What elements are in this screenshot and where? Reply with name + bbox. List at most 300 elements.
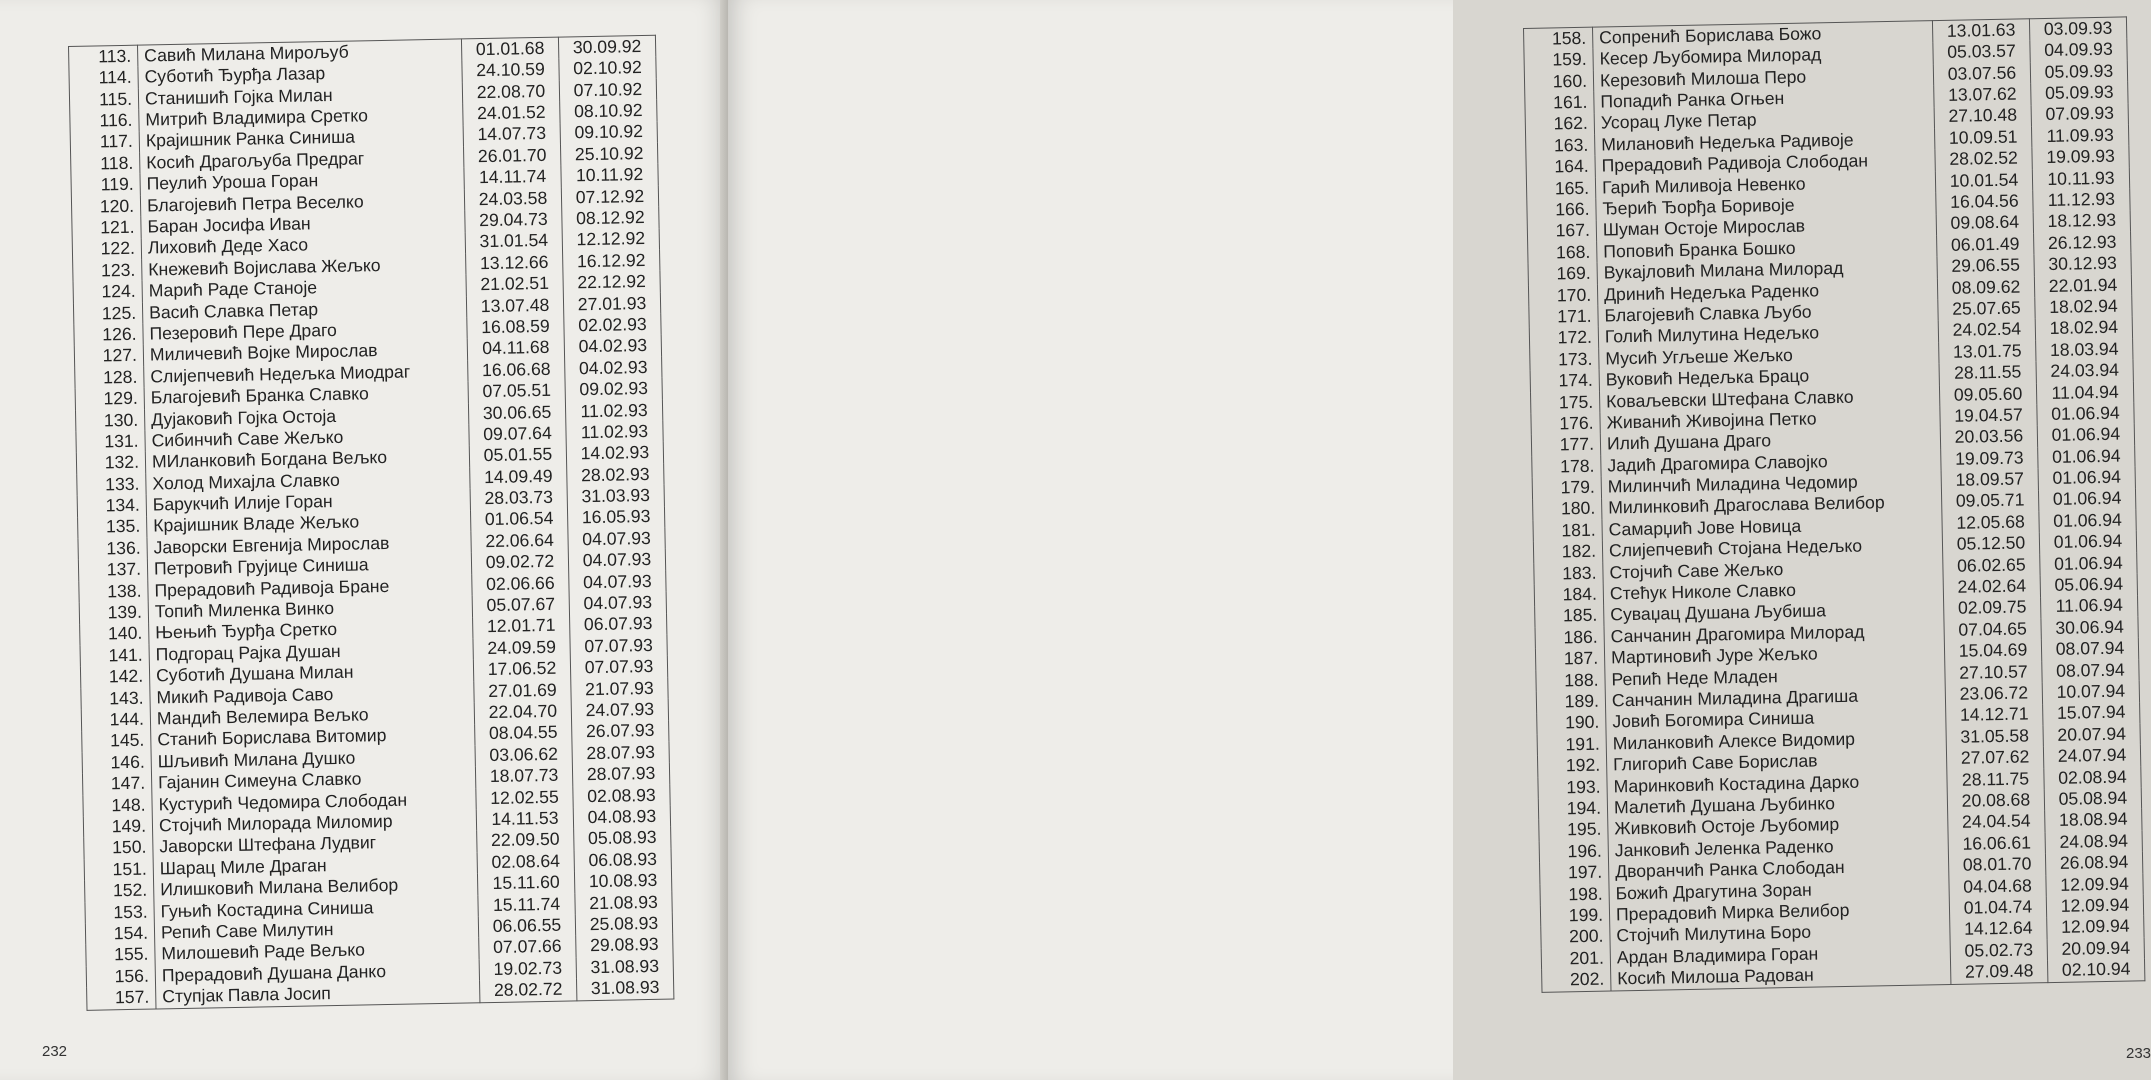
entry-number: 154. [85, 923, 154, 946]
death-date: 30.09.92 [558, 35, 655, 59]
entry-number: 188. [1536, 669, 1605, 692]
birth-date: 24.09.59 [473, 636, 570, 659]
entry-number: 158. [1524, 27, 1593, 50]
birth-date: 06.06.55 [478, 914, 575, 937]
birth-date: 18.09.57 [1941, 468, 2038, 491]
person-name: Вукајловић Милана Милорад [1597, 256, 1937, 284]
death-date: 18.03.94 [2036, 338, 2133, 361]
person-name: Шуман Остоје Мирослав [1596, 214, 1936, 242]
entry-number: 147. [82, 773, 151, 796]
person-name: Пеулић Уроша Горан [140, 168, 464, 196]
person-name: Шарац Миле Драган [153, 852, 477, 880]
entry-number: 159. [1524, 49, 1593, 72]
person-name: Косић Милоша Радован [1611, 962, 1951, 990]
birth-date: 24.02.54 [1938, 319, 2035, 342]
death-date: 04.07.93 [569, 592, 666, 615]
entry-number: 174. [1530, 370, 1599, 393]
death-date: 01.06.94 [2038, 488, 2135, 511]
birth-date: 15.11.74 [478, 893, 575, 916]
birth-date: 27.01.69 [474, 679, 571, 702]
person-name: МИланковић Богдана Вељко [145, 446, 469, 474]
left-page [0, 0, 726, 1080]
person-name: Кустурић Чедомира Слободан [152, 788, 476, 816]
death-date: 22.12.92 [563, 271, 660, 294]
birth-date: 18.07.73 [475, 765, 572, 788]
entry-number: 185. [1535, 605, 1604, 628]
person-name: Керезовић Милоша Перо [1593, 64, 1933, 92]
birth-date: 01.04.74 [1949, 896, 2046, 919]
person-name: Живковић Остоје Љубомир [1608, 812, 1948, 840]
person-name: Васић Славка Петар [142, 296, 466, 324]
death-date: 24.07.94 [2043, 745, 2140, 768]
entry-number: 161. [1525, 92, 1594, 115]
birth-date: 15.04.69 [1944, 639, 2041, 662]
entry-number: 184. [1534, 584, 1603, 607]
death-date: 11.02.93 [565, 399, 662, 422]
birth-date: 24.10.59 [462, 59, 559, 82]
entry-number: 125. [73, 302, 142, 325]
person-name: Јадић Драгомира Славојко [1601, 449, 1941, 477]
death-date: 08.12.92 [562, 207, 659, 230]
death-date: 19.09.93 [2032, 146, 2129, 169]
death-date: 07.12.92 [561, 185, 658, 208]
entry-number: 151. [84, 858, 153, 881]
death-date: 07.10.92 [559, 78, 656, 101]
person-name: Пезеровић Пере Драго [143, 317, 467, 345]
death-date: 01.06.94 [2037, 424, 2134, 447]
death-date: 10.11.93 [2032, 167, 2129, 190]
entry-number: 176. [1531, 413, 1600, 436]
death-date: 25.08.93 [575, 913, 672, 936]
entry-number: 124. [73, 281, 142, 304]
death-date: 04.07.93 [568, 549, 665, 572]
person-name: Маринковић Костадина Дарко [1607, 770, 1947, 798]
birth-date: 20.03.56 [1940, 426, 2037, 449]
person-name: Мусић Угљеше Жељко [1599, 342, 1939, 370]
person-name: Репић Неде Младен [1605, 663, 1945, 691]
entry-number: 181. [1533, 520, 1602, 543]
person-name: Петровић Грујице Синиша [147, 553, 471, 581]
death-date: 05.08.93 [574, 827, 671, 850]
entry-number: 114. [69, 67, 138, 90]
person-name: Илић Душана Драго [1600, 427, 1940, 455]
birth-date: 22.09.50 [477, 829, 574, 852]
entry-number: 202. [1542, 969, 1611, 992]
entry-number: 140. [80, 623, 149, 646]
person-name: Дворанчић Ранка Слободан [1609, 855, 1949, 883]
entry-number: 177. [1531, 434, 1600, 457]
person-name: Марић Раде Станоје [142, 275, 466, 303]
death-date: 02.02.93 [564, 314, 661, 337]
death-date: 08.10.92 [560, 100, 657, 123]
death-date: 12.09.94 [2046, 873, 2143, 896]
person-name: Милановић Недељка Радивоје [1595, 128, 1935, 156]
person-name: Сибинчић Саве Жељко [145, 424, 469, 452]
entry-number: 162. [1525, 113, 1594, 136]
entry-number: 160. [1524, 70, 1593, 93]
entry-number: 163. [1526, 135, 1595, 158]
person-name: Крајишник Владе Жељко [147, 510, 471, 538]
death-date: 04.07.93 [569, 570, 666, 593]
person-name: Суботић Ђурђа Лазар [138, 61, 462, 89]
death-date: 02.08.94 [2044, 766, 2141, 789]
entry-number: 178. [1532, 455, 1601, 478]
birth-date: 05.03.57 [1933, 41, 2030, 64]
person-name: Јанковић Јеленка Раденко [1608, 834, 1948, 862]
person-name: Миланковић Алексе Видомир [1606, 727, 1946, 755]
entry-number: 167. [1527, 220, 1596, 243]
death-date: 21.08.93 [575, 891, 672, 914]
birth-date: 24.02.64 [1943, 575, 2040, 598]
birth-date: 20.08.68 [1947, 789, 2044, 812]
entry-number: 146. [82, 751, 151, 774]
death-date: 11.06.94 [2041, 595, 2138, 618]
entry-number: 116. [70, 110, 139, 133]
death-date: 20.09.94 [2047, 937, 2144, 960]
entry-number: 187. [1535, 648, 1604, 671]
person-name: Микић Радивоја Саво [150, 681, 474, 709]
death-date: 11.02.93 [566, 421, 663, 444]
birth-date: 24.03.58 [464, 187, 561, 210]
death-date: 29.08.93 [576, 934, 673, 957]
birth-date: 27.07.62 [1946, 746, 2043, 769]
entry-number: 152. [85, 880, 154, 903]
birth-date: 16.08.59 [467, 316, 564, 339]
death-date: 11.09.93 [2031, 124, 2128, 147]
death-date: 30.12.93 [2034, 253, 2131, 276]
birth-date: 10.01.54 [1935, 169, 2032, 192]
birth-date: 09.07.64 [469, 423, 566, 446]
death-date: 26.07.93 [572, 720, 669, 743]
entry-number: 129. [75, 388, 144, 411]
birth-date: 27.10.48 [1934, 105, 2031, 128]
birth-date: 05.02.73 [1950, 939, 2047, 962]
death-date: 05.06.94 [2040, 573, 2137, 596]
birth-date: 13.01.75 [1939, 340, 2036, 363]
death-date: 04.02.93 [564, 335, 661, 358]
death-date: 11.12.93 [2033, 189, 2130, 212]
left-roll-table [68, 35, 674, 1011]
person-name: Кесер Љубомира Милорад [1593, 43, 1933, 71]
birth-date: 04.11.68 [467, 337, 564, 360]
death-date: 02.08.93 [573, 784, 670, 807]
person-name: Холод Михајла Славко [146, 467, 470, 495]
death-date: 16.05.93 [567, 506, 664, 529]
entry-number: 195. [1539, 819, 1608, 842]
birth-date: 02.06.66 [472, 572, 569, 595]
person-name: Усорац Луке Петар [1594, 107, 1934, 135]
death-date: 05.08.94 [2044, 787, 2141, 810]
person-name: Санчанин Драгомира Милорад [1604, 620, 1944, 648]
death-date: 01.06.94 [2038, 467, 2135, 490]
person-name: Милошевић Раде Вељко [155, 938, 479, 966]
death-date: 26.12.93 [2034, 231, 2131, 254]
death-date: 02.10.92 [559, 57, 656, 80]
birth-date: 22.06.64 [471, 529, 568, 552]
person-name: Благојевић Бранка Славко [144, 382, 468, 410]
death-date: 09.10.92 [560, 121, 657, 144]
person-name: Попадић Ранка Огњен [1594, 85, 1934, 113]
birth-date: 14.11.53 [476, 808, 573, 831]
birth-date: 10.09.51 [1934, 126, 2031, 149]
person-name: Њењић Ђурђа Сретко [149, 617, 473, 645]
death-date: 03.09.93 [2029, 17, 2126, 41]
person-name: Миличевић Војке Мирослав [143, 339, 467, 367]
death-date: 12.09.94 [2046, 894, 2143, 917]
death-date: 27.01.93 [563, 292, 660, 315]
death-date: 12.12.92 [562, 228, 659, 251]
death-date: 18.12.93 [2033, 210, 2130, 233]
birth-date: 09.05.60 [1939, 383, 2036, 406]
entry-number: 196. [1539, 840, 1608, 863]
death-date: 21.07.93 [571, 677, 668, 700]
birth-date: 24.04.54 [1948, 811, 2045, 834]
birth-date: 13.07.48 [466, 294, 563, 317]
person-name: Гајанин Симеуна Славко [151, 767, 475, 795]
birth-date: 01.01.68 [461, 37, 558, 61]
death-date: 01.06.94 [2037, 402, 2134, 425]
person-name: Топић Миленка Винко [148, 595, 472, 623]
birth-date: 04.04.68 [1949, 875, 2046, 898]
birth-date: 28.02.52 [1935, 148, 2032, 171]
entry-number: 192. [1537, 755, 1606, 778]
death-date: 31.08.93 [576, 955, 673, 978]
entry-number: 121. [72, 217, 141, 240]
death-date: 18.08.94 [2045, 809, 2142, 832]
birth-date: 07.04.65 [1944, 618, 2041, 641]
entry-number: 172. [1529, 327, 1598, 350]
birth-date: 22.08.70 [462, 80, 559, 103]
person-name: Илишковић Милана Велибор [154, 874, 478, 902]
death-date: 18.02.94 [2035, 295, 2132, 318]
person-name: Ковaљевски Штефана Славко [1599, 385, 1939, 413]
birth-date: 14.07.73 [463, 123, 560, 146]
person-name: Голић Милутина Недељко [1598, 321, 1938, 349]
person-name: Живанић Живојина Петко [1600, 406, 1940, 434]
entry-number: 119. [71, 174, 140, 197]
entry-number: 173. [1530, 348, 1599, 371]
person-name: Прерадовић Душана Данко [155, 959, 479, 987]
entry-number: 186. [1535, 626, 1604, 649]
birth-date: 16.04.56 [1936, 190, 2033, 213]
birth-date: 03.06.62 [475, 743, 572, 766]
entry-number: 165. [1526, 177, 1595, 200]
birth-date: 24.01.52 [463, 102, 560, 125]
entry-number: 126. [74, 324, 143, 347]
death-date: 28.02.93 [567, 463, 664, 486]
person-name: Благојевић Петра Веселко [140, 189, 464, 217]
person-name: Мартиновић Јуре Жељко [1604, 641, 1944, 669]
birth-date: 07.07.66 [479, 936, 576, 959]
person-name: Стојчић Милорада Миломир [152, 809, 476, 837]
birth-date: 26.01.70 [463, 145, 560, 168]
entry-number: 123. [73, 260, 142, 283]
entry-number: 164. [1526, 156, 1595, 179]
entry-number: 139. [79, 602, 148, 625]
birth-date: 15.11.60 [477, 872, 574, 895]
death-date: 02.10.94 [2047, 958, 2144, 982]
person-name: Дујаковић Гојка Остоја [144, 403, 468, 431]
entry-number: 145. [82, 730, 151, 753]
entry-number: 127. [74, 345, 143, 368]
entry-number: 122. [72, 238, 141, 261]
birth-date: 09.08.64 [1936, 212, 2033, 235]
death-date: 18.02.94 [2035, 317, 2132, 340]
birth-date: 14.12.64 [1950, 918, 2047, 941]
entry-number: 138. [79, 580, 148, 603]
birth-date: 07.05.51 [468, 380, 565, 403]
entry-number: 137. [78, 559, 147, 582]
entry-number: 144. [81, 709, 150, 732]
person-name: Подгорац Рајка Душан [149, 638, 473, 666]
death-date: 15.07.94 [2043, 702, 2140, 725]
death-date: 09.02.93 [565, 378, 662, 401]
person-name: Мандић Велемира Вељко [150, 702, 474, 730]
death-date: 01.06.94 [2040, 552, 2137, 575]
person-name: Шљивић Милана Душко [151, 745, 475, 773]
birth-date: 09.05.71 [1941, 490, 2038, 513]
entry-number: 150. [84, 837, 153, 860]
right-page-number: 233 [2126, 1045, 2151, 1062]
birth-date: 19.02.73 [479, 957, 576, 980]
person-name: Савић Милана Мирољуб [137, 39, 461, 67]
death-date: 25.10.92 [560, 143, 657, 166]
person-name: Слијепчевић Стојана Недељко [1602, 534, 1942, 562]
entry-number: 156. [86, 965, 155, 988]
death-date: 07.09.93 [2031, 103, 2128, 126]
death-date: 08.07.94 [2041, 638, 2138, 661]
death-date: 01.06.94 [2038, 445, 2135, 468]
birth-date: 29.06.55 [1937, 255, 2034, 278]
person-name: Репић Саве Милутин [154, 916, 478, 944]
birth-date: 31.05.58 [1946, 725, 2043, 748]
birth-date: 28.11.75 [1947, 768, 2044, 791]
death-date: 06.07.93 [570, 613, 667, 636]
birth-date: 12.02.55 [476, 786, 573, 809]
person-name: Суботић Душана Милан [149, 660, 473, 688]
entry-number: 201. [1541, 947, 1610, 970]
death-date: 28.07.93 [572, 741, 669, 764]
person-name: Стојчић Саве Жељко [1603, 556, 1943, 584]
birth-date: 29.04.73 [465, 209, 562, 232]
person-name: Стојчић Милутина Боро [1610, 919, 1950, 947]
birth-date: 31.01.54 [465, 230, 562, 253]
entry-number: 198. [1540, 883, 1609, 906]
birth-date: 21.02.51 [466, 273, 563, 296]
person-name: Митрић Владимира Сретко [139, 104, 463, 132]
entry-number: 130. [76, 409, 145, 432]
person-name: Стећук Николе Славко [1603, 577, 1943, 605]
death-date: 05.09.93 [2031, 82, 2128, 105]
left-page-number: 232 [42, 1043, 68, 1060]
birth-date: 28.03.73 [470, 487, 567, 510]
birth-date: 17.06.52 [473, 658, 570, 681]
birth-date: 13.12.66 [466, 251, 563, 274]
entry-number: 190. [1537, 712, 1606, 735]
person-name: Сопренић Борислава Божо [1592, 21, 1932, 49]
person-name: Прерадовић Радивоја Слободан [1595, 149, 1935, 177]
birth-date: 02.08.64 [477, 850, 574, 873]
death-date: 06.08.93 [574, 848, 671, 871]
entry-number: 155. [86, 944, 155, 967]
entry-number: 171. [1529, 306, 1598, 329]
birth-date: 13.01.63 [1932, 19, 2029, 43]
death-date: 04.08.93 [573, 806, 670, 829]
person-name: Гарић Миливоја Невенко [1595, 171, 1935, 199]
entry-number: 200. [1541, 926, 1610, 949]
birth-date: 19.09.73 [1941, 447, 2038, 470]
birth-date: 16.06.68 [468, 358, 565, 381]
death-date: 24.08.94 [2045, 830, 2142, 853]
birth-date: 05.07.67 [472, 594, 569, 617]
entry-number: 115. [69, 88, 138, 111]
birth-date: 28.02.72 [480, 979, 577, 1003]
person-name: Крајишник Ранка Синиша [139, 125, 463, 153]
death-date: 20.07.94 [2043, 723, 2140, 746]
birth-date: 01.06.54 [470, 508, 567, 531]
person-name: Благојевић Славка Љубо [1598, 299, 1938, 327]
entry-number: 149. [83, 816, 152, 839]
birth-date: 08.01.70 [1948, 853, 2045, 876]
person-name: Косић Драгољуба Предраг [140, 146, 464, 174]
death-date: 04.02.93 [565, 357, 662, 380]
person-name: Поповић Бранка Бошко [1597, 235, 1937, 263]
entry-number: 133. [77, 473, 146, 496]
death-date: 11.04.94 [2036, 381, 2133, 404]
death-date: 30.06.94 [2041, 616, 2138, 639]
birth-date: 05.12.50 [1942, 533, 2039, 556]
person-name: Милинковић Драгослава Велибор [1602, 492, 1942, 520]
death-date: 31.03.93 [567, 485, 664, 508]
birth-date: 12.01.71 [473, 615, 570, 638]
person-name: Милинчић Миладина Чедомир [1601, 470, 1941, 498]
birth-date: 06.02.65 [1943, 554, 2040, 577]
birth-date: 05.01.55 [469, 444, 566, 467]
death-date: 10.07.94 [2042, 680, 2139, 703]
entry-number: 168. [1528, 242, 1597, 265]
entry-number: 132. [76, 452, 145, 475]
entry-number: 113. [69, 45, 138, 68]
entry-number: 166. [1527, 199, 1596, 222]
entry-number: 135. [78, 516, 147, 539]
person-name: Барукчић Илије Горан [146, 489, 470, 517]
person-name: Ардан Владимира Горан [1610, 941, 1950, 969]
birth-date: 27.10.57 [1945, 661, 2042, 684]
person-name: Самарџић Јове Новица [1602, 513, 1942, 541]
person-name: Малетић Душана Љубинко [1607, 791, 1947, 819]
person-name: Божић Драгутина Зоран [1609, 877, 1949, 905]
person-name: Дринић Недељка Раденко [1597, 278, 1937, 306]
person-name: Јаворски Евгенија Мирослав [147, 531, 471, 559]
entry-number: 136. [78, 538, 147, 561]
birth-date: 09.02.72 [471, 551, 568, 574]
death-date: 22.01.94 [2034, 274, 2131, 297]
death-date: 14.02.93 [566, 442, 663, 465]
entry-number: 141. [80, 644, 149, 667]
birth-date: 22.04.70 [474, 701, 571, 724]
entry-number: 169. [1528, 263, 1597, 286]
death-date: 07.07.93 [570, 635, 667, 658]
person-name: Санчанин Миладина Драгиша [1605, 684, 1945, 712]
person-name: Прерадовић Мирка Велибор [1609, 898, 1949, 926]
entry-number: 128. [75, 366, 144, 389]
death-date: 07.07.93 [570, 656, 667, 679]
person-name: Прерадовић Радивоја Бране [148, 574, 472, 602]
birth-date: 23.06.72 [1945, 682, 2042, 705]
entry-number: 120. [71, 195, 140, 218]
birth-date: 08.09.62 [1937, 276, 2034, 299]
entry-number: 118. [71, 153, 140, 176]
